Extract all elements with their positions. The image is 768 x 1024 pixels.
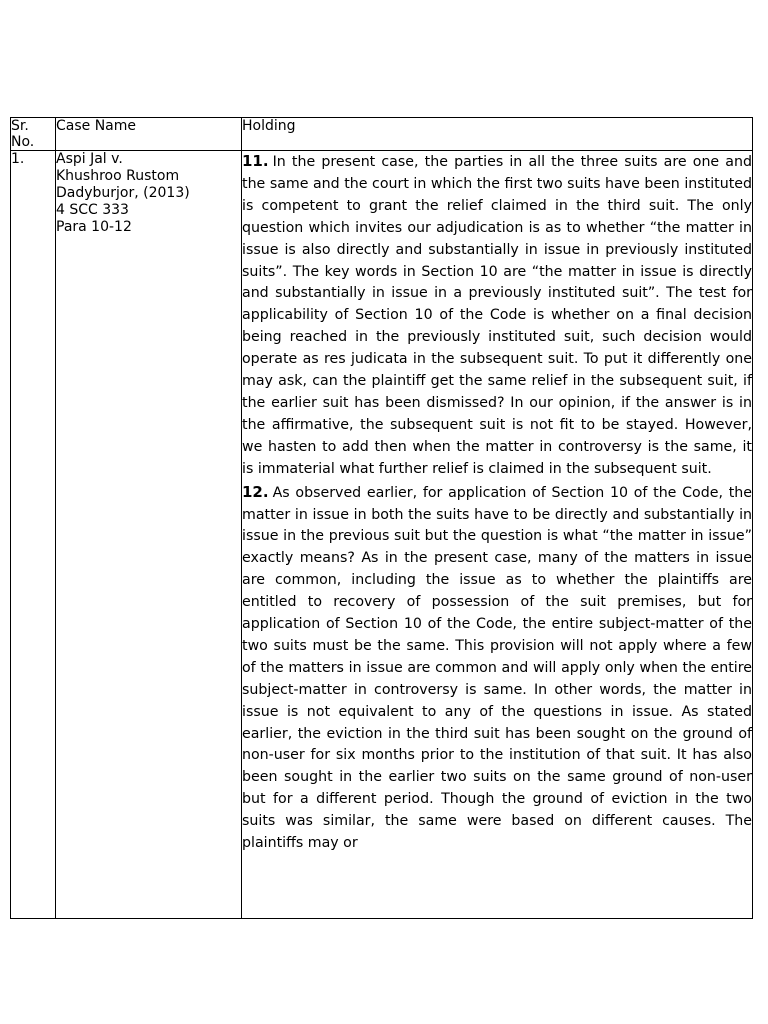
holding-text xyxy=(242,151,752,918)
holding-paragraph xyxy=(242,482,752,855)
header-case-name: Case Name xyxy=(56,118,242,151)
case-name-line: Para 10-12 xyxy=(56,219,132,235)
row-sr-no: 1. xyxy=(11,151,56,919)
case-table xyxy=(10,117,753,919)
table-row xyxy=(11,151,753,919)
case-name-line: Aspi Jal v. xyxy=(56,151,123,167)
holding-cell xyxy=(242,151,753,919)
paragraph-number: 11. xyxy=(242,152,269,170)
case-name-line: Dadyburjor, (2013) xyxy=(56,185,190,201)
header-holding: Holding xyxy=(242,118,753,151)
case-name-cell xyxy=(56,151,242,919)
paragraph-text: In the present case, the parties in all the three suits are one and the same and the court in which the first two suits have been instituted is competent to grant the relief claimed in the third suit. The only question which invites our adjudication is as to whether “the matter in issue is also directly and substantially in issue in previously instituted suits”. The key words in Section 10 are “the matter in issue is directly and substantially in issue in a previously instituted suit”. The test for applicability of Section 10 of the Code is whether on a final decision being reached in the previously instituted suit, such decision would operate as res judicata in the subsequent suit. To put it differently one may ask, can the plaintiff get the same relief in the subsequent suit, if the earlier suit has been dismissed? In our opinion, if the answer is in the affirmative, the subsequent suit is not fit to be stayed. However, we hasten to add then when the matter in controversy is the same, it is immaterial what further relief is claimed in the subsequent suit. xyxy=(242,154,752,477)
holding-paragraph xyxy=(242,151,752,481)
table-header-row xyxy=(11,118,753,151)
case-name-line: Khushroo Rustom xyxy=(56,168,180,184)
header-sr-no: Sr. No. xyxy=(11,118,56,151)
case-name-line: 4 SCC 333 xyxy=(56,202,129,218)
paragraph-number: 12. xyxy=(242,482,269,501)
paragraph-text: As observed earlier, for application of Section 10 of the Code, the matter in issue in both the suits have to be directly and substantially in issue in the previous suit but the question is what “the matter in issue” exactly means? As in the present case, many of the matters in issue are common, including the issue as to whether the plaintiffs are entitled to recovery of possession of the suit premises, but for application of Section 10 of the Code, the entire subject-matter of the two suits must be the same. This provision will not apply where a few of the matters in issue are common and will apply only when the entire subject-matter in controversy is same. In other words, the matter in issue is not equivalent to any of the questions in issue. As stated earlier, the eviction in the third suit has been sought on the ground of non-user for six months prior to the institution of that suit. It has also been sought in the earlier two suits on the same ground of non-user but for a different period. Though the ground of eviction in the two suits was similar, the same were based on different causes. The plaintiffs may or xyxy=(242,484,752,852)
